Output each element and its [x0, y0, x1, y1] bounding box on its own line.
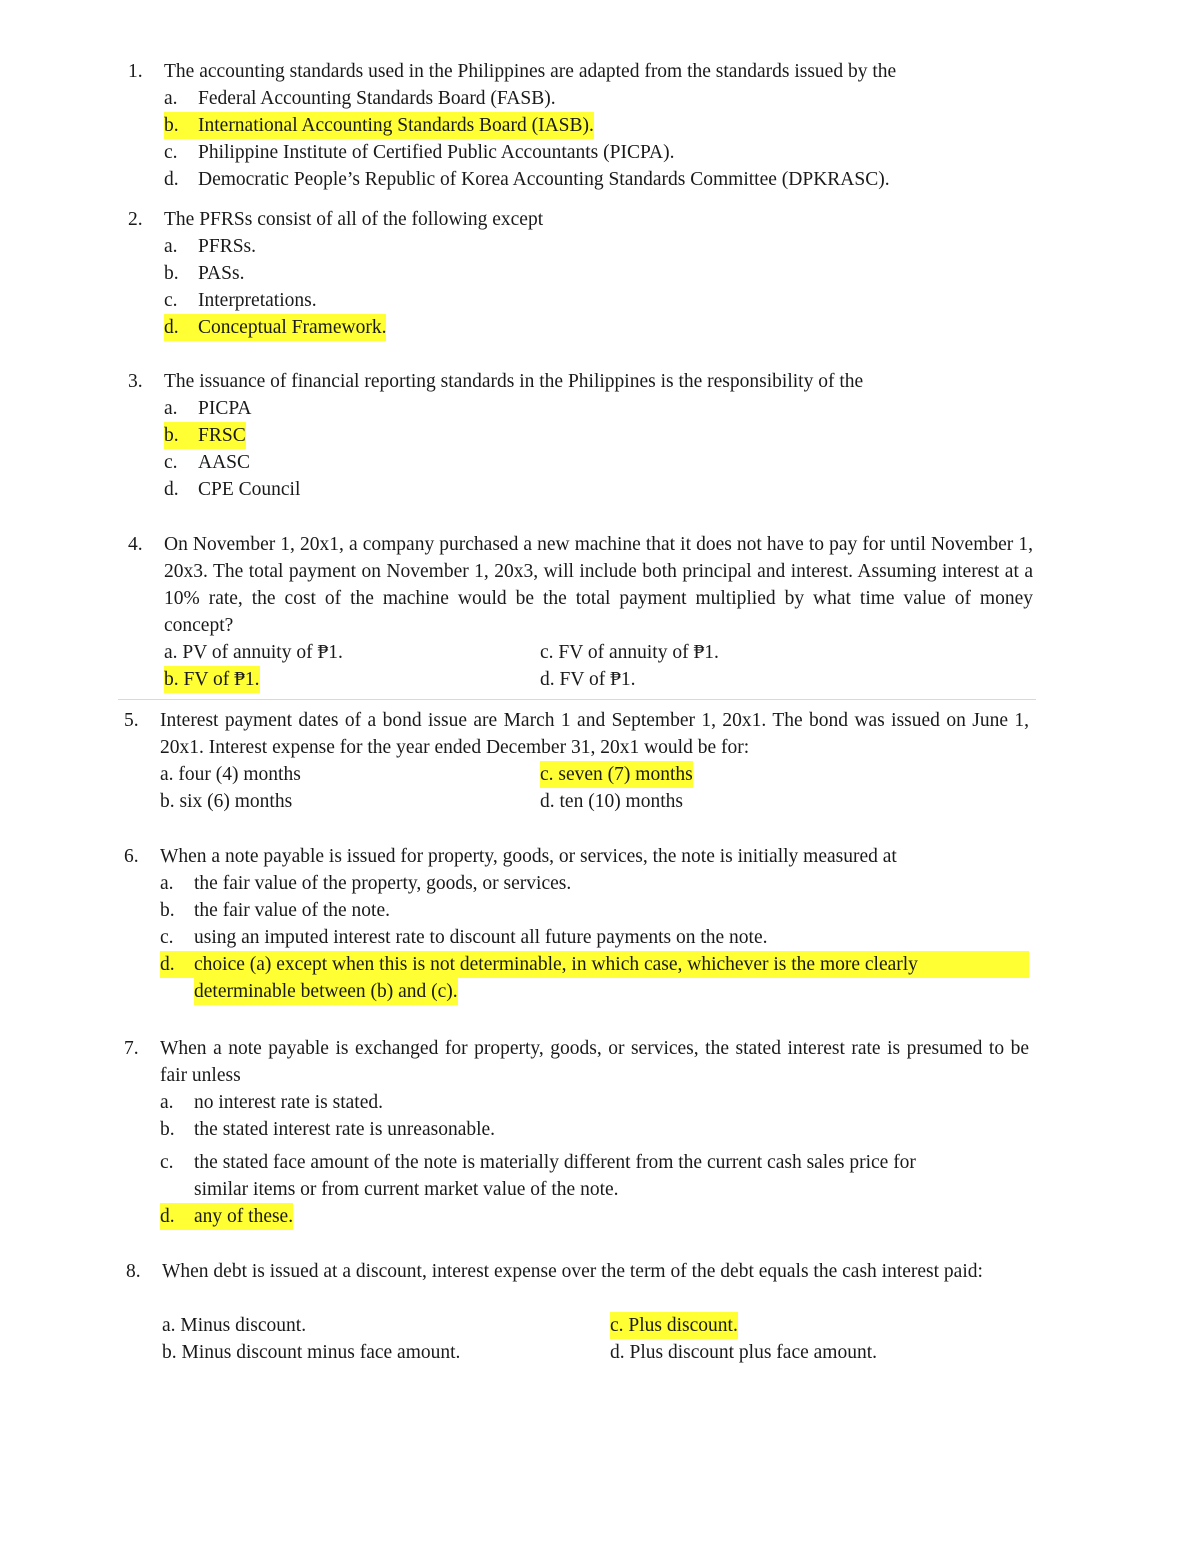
question-number: 1.	[128, 61, 143, 82]
option-text: the fair value of the property, goods, or services.	[194, 873, 572, 894]
option-d	[124, 1203, 1029, 1230]
option-letter: a.	[164, 398, 178, 419]
option-letter: c.	[164, 290, 178, 311]
question-number: 8.	[126, 1261, 141, 1282]
option-letter: c.	[160, 927, 174, 948]
option-letter: d.	[164, 169, 179, 190]
option-a	[128, 233, 1033, 260]
option-d	[128, 476, 1033, 503]
option-d: d. Plus discount plus face amount.	[610, 1342, 878, 1363]
option-d: d. FV of ₱1.	[540, 669, 636, 690]
answer-highlight	[164, 422, 246, 449]
option-b: b. Minus discount minus face amount.	[162, 1342, 461, 1363]
option-b	[128, 422, 1033, 449]
answer-highlight	[164, 112, 594, 139]
question-5	[124, 707, 1029, 815]
option-d	[128, 314, 1033, 341]
option-text: Philippine Institute of Certified Public Accountants (PICPA).	[198, 142, 675, 163]
option-letter: c.	[164, 142, 178, 163]
question-number: 6.	[124, 846, 139, 867]
option-letter: b.	[164, 263, 179, 284]
question-number: 3.	[128, 371, 143, 392]
divider	[118, 699, 1036, 700]
question-2	[128, 206, 1033, 341]
question-stem: When debt is issued at a discount, interest expense over the term of the debt equals the cash interest paid:	[162, 1261, 983, 1282]
option-letter: b.	[160, 900, 175, 921]
option-b	[124, 897, 1029, 924]
question-3	[128, 368, 1033, 503]
option-letter: b.	[164, 115, 179, 136]
option-text: the stated interest rate is unreasonable.	[194, 1119, 496, 1140]
option-c-continued: similar items or from current market value of the note.	[194, 1179, 619, 1200]
question-number: 2.	[128, 209, 143, 230]
option-c	[128, 449, 1033, 476]
option-letter: d.	[160, 1206, 175, 1227]
answer-highlight: determinable between (b) and (c).	[194, 978, 458, 1005]
option-a	[128, 395, 1033, 422]
question-stem: When a note payable is issued for property, goods, or services, the note is initially measured at	[160, 846, 897, 867]
answer-highlight	[164, 314, 386, 341]
option-text: no interest rate is stated.	[194, 1092, 383, 1113]
question-stem: The PFRSs consist of all of the following except	[164, 209, 544, 230]
option-b	[128, 260, 1033, 287]
question-number: 4.	[128, 534, 143, 555]
option-a	[128, 85, 1033, 112]
option-text: PASs.	[198, 263, 245, 284]
option-text: any of these.	[194, 1206, 294, 1227]
question-7	[124, 1035, 1029, 1230]
option-a: a. four (4) months	[160, 764, 301, 785]
option-a: a. Minus discount.	[162, 1315, 307, 1336]
question-1	[128, 58, 1033, 193]
option-text: PICPA	[198, 398, 252, 419]
question-stem: When a note payable is exchanged for property, goods, or services, the stated interest rate is presumed to be fair unless	[160, 1038, 1029, 1086]
question-stem: Interest payment dates of a bond issue are March 1 and September 1, 20x1. The bond was issued on June 1, 20x1. Interest expense for the year ended December 31, 20x1 would be for:	[160, 710, 1029, 758]
option-text: International Accounting Standards Board (IASB).	[198, 115, 594, 136]
option-c	[124, 1149, 1029, 1176]
option-text: the stated face amount of the note is materially different from the current cash sales price for	[194, 1152, 916, 1173]
option-b: b. FV of ₱1.	[164, 666, 260, 693]
option-b	[128, 112, 1033, 139]
option-letter: d.	[164, 479, 179, 500]
answer-highlight	[160, 951, 1029, 978]
option-text: using an imputed interest rate to discount all future payments on the note.	[194, 927, 768, 948]
option-d	[124, 951, 1029, 978]
option-text: Democratic People’s Republic of Korea Accounting Standards Committee (DPKRASC).	[198, 169, 890, 190]
option-c	[128, 287, 1033, 314]
option-c: c. Plus discount.	[610, 1312, 738, 1339]
option-d: d. ten (10) months	[540, 791, 683, 812]
option-c: c. seven (7) months	[540, 761, 693, 788]
option-letter: a.	[164, 236, 178, 257]
option-text: choice (a) except when this is not determinable, in which case, whichever is the more clearly	[194, 954, 918, 975]
option-a: a. PV of annuity of ₱1.	[164, 642, 343, 663]
option-text: AASC	[198, 452, 251, 473]
option-letter: a.	[160, 1092, 174, 1113]
option-letter: b.	[160, 1119, 175, 1140]
option-c	[124, 924, 1029, 951]
option-text: FRSC	[198, 425, 246, 446]
question-stem: The issuance of financial reporting standards in the Philippines is the responsibility of the	[164, 371, 864, 392]
option-a	[124, 870, 1029, 897]
option-b	[124, 1116, 1029, 1143]
option-text: the fair value of the note.	[194, 900, 390, 921]
option-a	[124, 1089, 1029, 1116]
option-text: Federal Accounting Standards Board (FASB).	[198, 88, 556, 109]
question-stem: On November 1, 20x1, a company purchased a new machine that it does not have to pay for until November 1, 20x3. The total payment on November 1, 20x3, will include both principal and interest. Assuming interest at a 10% rate, the cost of the machine would be the total payment multiplied by what time value of money concept?	[164, 534, 1033, 636]
question-8	[126, 1258, 1031, 1366]
option-letter: c.	[164, 452, 178, 473]
option-d	[128, 166, 1033, 193]
option-text: PFRSs.	[198, 236, 257, 257]
question-number: 5.	[124, 710, 139, 731]
option-letter: a.	[160, 873, 174, 894]
option-b: b. six (6) months	[160, 791, 293, 812]
answer-highlight	[160, 1203, 293, 1230]
option-d-continued	[124, 978, 1029, 1005]
option-letter: c.	[160, 1152, 174, 1173]
question-stem: The accounting standards used in the Philippines are adapted from the standards issued by the	[164, 61, 897, 82]
option-letter: d.	[164, 317, 179, 338]
option-text: CPE Council	[198, 479, 301, 500]
option-letter: b.	[164, 425, 179, 446]
question-6	[124, 843, 1029, 1005]
question-number: 7.	[124, 1038, 139, 1059]
option-c	[128, 139, 1033, 166]
option-letter: a.	[164, 88, 178, 109]
option-text: Conceptual Framework.	[198, 317, 387, 338]
option-letter: d.	[160, 954, 175, 975]
option-c: c. FV of annuity of ₱1.	[540, 642, 719, 663]
option-text: Interpretations.	[198, 290, 317, 311]
question-4	[128, 531, 1033, 693]
